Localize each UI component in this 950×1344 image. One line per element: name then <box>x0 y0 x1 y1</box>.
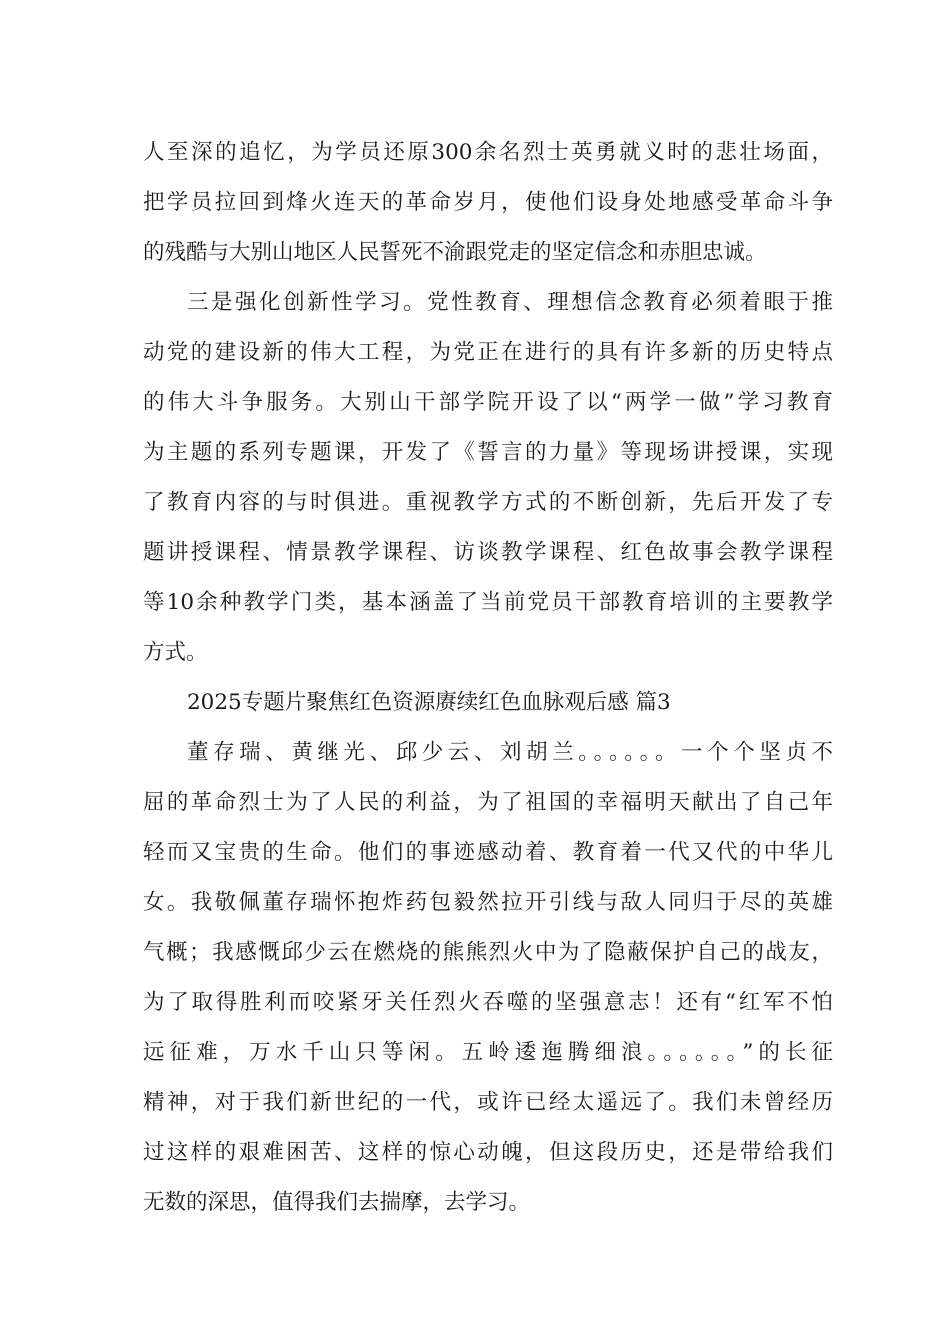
text-line: 的残酷与大别山地区人民誓死不渝跟党走的坚定信念和赤胆忠诚。 <box>143 240 767 265</box>
text-line: 把学员拉回到烽火连天的革命岁月，使他们设身处地感受革命斗争 <box>143 190 833 215</box>
text-line: 董存瑞、黄继光、邱少云、刘胡兰。。。。。。一个个坚贞不 <box>187 740 833 765</box>
paragraph-3 <box>143 728 833 1228</box>
text-line: 的伟大斗争服务。大别山干部学院开设了以“两学一做”学习教育 <box>143 390 833 415</box>
text-line: 为了取得胜利而咬紧牙关任烈火吞噬的坚强意志！还有“红军不怕 <box>143 990 833 1015</box>
text-line: 方式。 <box>143 640 208 665</box>
text-line: 无数的深思，值得我们去揣摩，去学习。 <box>143 1190 531 1215</box>
text-line: 三是强化创新性学习。党性教育、理想信念教育必须着眼于推 <box>187 290 833 315</box>
text-line: 为主题的系列专题课，开发了《誓言的力量》等现场讲授课，实现 <box>143 440 833 465</box>
text-line: 女。我敬佩董存瑞怀抱炸药包毅然拉开引线与敌人同归于尽的英雄 <box>143 890 833 915</box>
text-line: 动党的建设新的伟大工程，为党正在进行的具有许多新的历史特点 <box>143 340 833 365</box>
paragraph-2 <box>143 278 833 678</box>
text-line: 等10余种教学门类，基本涵盖了当前党员干部教育培训的主要教学 <box>143 590 833 615</box>
paragraph-1 <box>143 128 833 278</box>
text-line: 过这样的艰难困苦、这样的惊心动魄，但这段历史，还是带给我们 <box>143 1140 833 1165</box>
text-line: 轻而又宝贵的生命。他们的事迹感动着、教育着一代又代的中华儿 <box>143 840 833 865</box>
text-line: 了教育内容的与时俱进。重视教学方式的不断创新，先后开发了专 <box>143 490 833 515</box>
text-line: 精神，对于我们新世纪的一代，或许已经太遥远了。我们未曾经历 <box>143 1090 833 1115</box>
text-line: 远征难，万水千山只等闲。五岭逶迤腾细浪。。。。。。”的长征 <box>143 1040 833 1065</box>
document-page <box>143 128 833 1228</box>
text-line: 屈的革命烈士为了人民的利益，为了祖国的幸福明天献出了自己年 <box>143 790 833 815</box>
text-line: 人至深的追忆，为学员还原300余名烈士英勇就义时的悲壮场面， <box>143 140 833 165</box>
text-line: 题讲授课程、情景教学课程、访谈教学课程、红色故事会教学课程 <box>143 540 833 565</box>
section-heading: 2025专题片聚焦红色资源赓续红色血脉观后感 篇3 <box>187 690 671 715</box>
text-line: 气概；我感慨邱少云在燃烧的熊熊烈火中为了隐蔽保护自己的战友， <box>143 940 833 965</box>
